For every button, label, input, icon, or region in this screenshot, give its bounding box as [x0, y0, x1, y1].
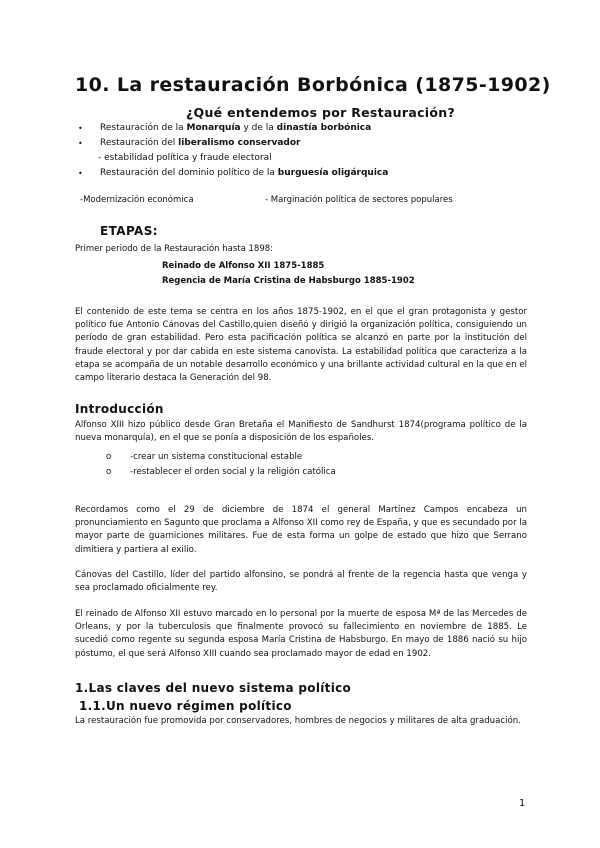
bullet-text: Restauración del dominio político de la	[100, 168, 278, 178]
modernizacion-text: -Modernización económica	[80, 195, 194, 205]
bullet-text: y de la	[240, 123, 277, 133]
bullet-item	[72, 136, 532, 151]
bullet-icon: •	[78, 139, 83, 148]
bullet-item	[72, 166, 532, 181]
introduccion-heading: Introducción	[75, 402, 164, 416]
list-item-text: -crear un sistema constitucional estable	[130, 452, 303, 462]
page-title: 10. La restauración Borbónica (1875-1902)	[75, 74, 551, 96]
paragraph-pronunciamiento: Recordamos como el 29 de diciembre de 1874 el general Martínez Campos encabeza un pronunciamiento en Sagunto que proclama a Alfonso XII como rey de España, y que es secundado por la mayor parte de guarniciones militares. Fue de esta forma un golpe de estado que hizo que Serrano dimitiera y partiera al exilio.	[75, 505, 527, 555]
nuevo-regimen-heading: 1.1.Un nuevo régimen político	[79, 699, 292, 713]
regencia-text: Regencia de María Cristina de Habsburgo 1885-1902	[162, 276, 415, 286]
paragraph-restauracion: La restauración fue promovida por conservadores, hombres de negocios y militares de alta graduación.	[75, 716, 521, 726]
paragraph-reinado: El reinado de Alfonso XII estuvo marcado en lo personal por la muerte de esposa Mª de las Mercedes de Orleans, y por la tuberculosis que finalmente provocó su fallecimiento en noviembre de 1885. Le sucedió como regente su segunda esposa María Cristina de Habsburgo. En mayo de 1886 nació su hijo póstumo, el que será Alfonso XIII cuando sea proclamado mayor de edad en 1902.	[75, 609, 527, 659]
bullet-bold-text: burguesía oligárquica	[277, 168, 389, 178]
bullet-sub-item	[72, 151, 532, 166]
circle-bullet-icon: o	[106, 452, 112, 462]
bullet-item	[72, 121, 532, 136]
marginacion-text: - Marginación política de sectores populares	[265, 195, 453, 205]
bullet-sub-text: - estabilidad política y fraude electoral	[98, 153, 272, 163]
reinado-text: Reinado de Alfonso XII 1875-1885	[162, 261, 325, 271]
bullet-icon: •	[78, 124, 83, 133]
claves-heading: 1.Las claves del nuevo sistema político	[75, 681, 352, 695]
primer-periodo-text: Primer periodo de la Restauración hasta 1898:	[75, 244, 274, 254]
restauracion-bullet-list	[72, 121, 532, 181]
paragraph-canovas: Cánovas del Castillo, líder del partido alfonsino, se pondrá al frente de la regencia hasta que venga y sea proclamado oficialmente rey.	[75, 570, 527, 594]
list-item-text: -restablecer el orden social y la religión católica	[130, 467, 336, 477]
bullet-bold-text: Monarquía	[186, 123, 241, 133]
section-subtitle: ¿Qué entendemos por Restauración?	[186, 105, 455, 120]
bullet-icon: •	[78, 169, 83, 178]
circle-bullet-icon: o	[106, 467, 112, 477]
etapas-heading: ETAPAS:	[100, 224, 158, 238]
bullet-bold-text: liberalismo conservador	[178, 138, 301, 148]
bullet-bold-text: dinastía borbónica	[276, 123, 372, 133]
paragraph-contenido: El contenido de este tema se centra en los años 1875-1902, en el que el gran protagonista y gestor político fue Antonio Cánovas del Castillo,quien diseñó y dirigió la organización política, consiguiendo un período de gran estabilidad. Pero esta pacificación política se alcanzó en parte por la institución del fraude electoral y por dar cabida en este sistema canovista. La estabilidad política que caracteriza a la etapa se acompaña de un notable desarrollo económico y una brillante actividad cultural en la que en el campo literario destaca la Generación del 98.	[75, 307, 527, 384]
bullet-text: Restauración del	[100, 138, 179, 148]
paragraph-manifiesto: Alfonso XIII hizo público desde Gran Bretaña el Manifiesto de Sandhurst 1874(programa político de la nueva monarquía), en el que se ponía a disposición de los españoles.	[75, 420, 527, 444]
page-number: 1	[519, 798, 526, 809]
bullet-text: Restauración de la	[100, 123, 187, 133]
